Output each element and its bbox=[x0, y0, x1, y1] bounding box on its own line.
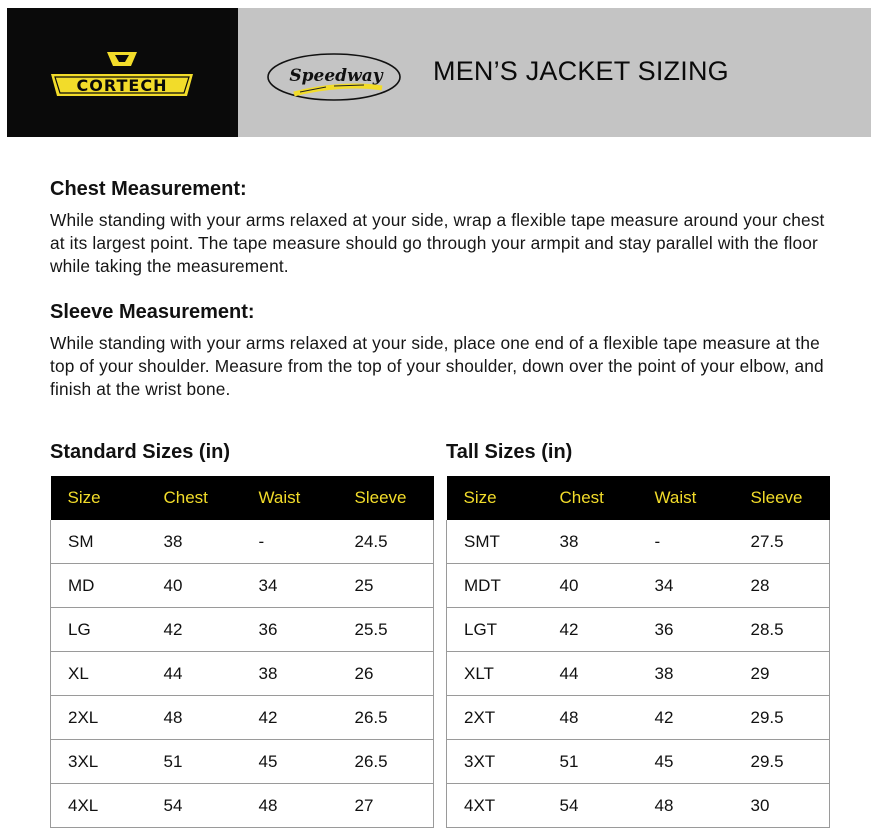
cell-size: MDT bbox=[447, 564, 543, 608]
tall-sizes-table bbox=[446, 476, 830, 828]
cell-size: 2XT bbox=[447, 696, 543, 740]
cell-size: XLT bbox=[447, 652, 543, 696]
cell-sleeve: 27 bbox=[338, 784, 434, 828]
cell-sleeve: 26.5 bbox=[338, 740, 434, 784]
cell-sleeve: 25.5 bbox=[338, 608, 434, 652]
table-row bbox=[447, 608, 830, 652]
cell-waist: 48 bbox=[242, 784, 338, 828]
cell-chest: 40 bbox=[147, 564, 242, 608]
cell-chest: 48 bbox=[543, 696, 638, 740]
cell-sleeve: 29.5 bbox=[734, 740, 830, 784]
cell-size: 4XT bbox=[447, 784, 543, 828]
table-header-row bbox=[51, 476, 434, 520]
speedway-logo bbox=[264, 50, 404, 104]
cell-sleeve: 26 bbox=[338, 652, 434, 696]
standard-sizes-table bbox=[50, 476, 434, 828]
cell-size: LG bbox=[51, 608, 147, 652]
table-row bbox=[51, 564, 434, 608]
table-row bbox=[447, 652, 830, 696]
cell-chest: 42 bbox=[543, 608, 638, 652]
cell-size: 3XT bbox=[447, 740, 543, 784]
cell-size: SM bbox=[51, 520, 147, 564]
cell-waist: 48 bbox=[638, 784, 734, 828]
cell-size: XL bbox=[51, 652, 147, 696]
standard-sizes-title: Standard Sizes (in) bbox=[50, 441, 231, 463]
cell-chest: 54 bbox=[543, 784, 638, 828]
cell-sleeve: 28 bbox=[734, 564, 830, 608]
cell-waist: 36 bbox=[242, 608, 338, 652]
cell-chest: 38 bbox=[543, 520, 638, 564]
tall-sizes-title: Tall Sizes (in) bbox=[446, 441, 573, 463]
column-header-sleeve: Sleeve bbox=[734, 476, 830, 520]
cell-sleeve: 27.5 bbox=[734, 520, 830, 564]
cell-waist: 36 bbox=[638, 608, 734, 652]
cell-sleeve: 24.5 bbox=[338, 520, 434, 564]
sleeve-instructions: While standing with your arms relaxed at your side, place one end of a flexible tape measure at the top of your shoulder. Measure from the top of your shoulder, down over the point of your elbow, and finish at the wrist bone. bbox=[50, 333, 824, 399]
column-header-waist: Waist bbox=[242, 476, 338, 520]
cortech-logo bbox=[47, 50, 197, 102]
cell-chest: 38 bbox=[147, 520, 242, 564]
brand-logo-block bbox=[7, 8, 238, 137]
cell-size: 4XL bbox=[51, 784, 147, 828]
cell-size: 2XL bbox=[51, 696, 147, 740]
table-row bbox=[51, 740, 434, 784]
cell-waist: 38 bbox=[242, 652, 338, 696]
cell-sleeve: 30 bbox=[734, 784, 830, 828]
table-row bbox=[51, 608, 434, 652]
cell-chest: 48 bbox=[147, 696, 242, 740]
table-row bbox=[447, 520, 830, 564]
table-row bbox=[447, 564, 830, 608]
cell-waist: - bbox=[638, 520, 734, 564]
cell-chest: 44 bbox=[147, 652, 242, 696]
cell-chest: 54 bbox=[147, 784, 242, 828]
cell-waist: 42 bbox=[638, 696, 734, 740]
cell-waist: 45 bbox=[638, 740, 734, 784]
cell-size: MD bbox=[51, 564, 147, 608]
cell-size: 3XL bbox=[51, 740, 147, 784]
table-row bbox=[447, 740, 830, 784]
column-header-size: Size bbox=[51, 476, 147, 520]
cell-waist: 45 bbox=[242, 740, 338, 784]
table-row bbox=[51, 520, 434, 564]
column-header-chest: Chest bbox=[147, 476, 242, 520]
cell-sleeve: 29 bbox=[734, 652, 830, 696]
cell-sleeve: 28.5 bbox=[734, 608, 830, 652]
cortech-logo-text: CORTECH bbox=[76, 76, 168, 95]
column-header-sleeve: Sleeve bbox=[338, 476, 434, 520]
cell-chest: 51 bbox=[543, 740, 638, 784]
column-header-size: Size bbox=[447, 476, 543, 520]
cell-chest: 44 bbox=[543, 652, 638, 696]
cell-chest: 51 bbox=[147, 740, 242, 784]
cell-waist: 38 bbox=[638, 652, 734, 696]
table-row bbox=[51, 652, 434, 696]
cell-chest: 40 bbox=[543, 564, 638, 608]
cell-sleeve: 25 bbox=[338, 564, 434, 608]
cell-size: LGT bbox=[447, 608, 543, 652]
cell-sleeve: 26.5 bbox=[338, 696, 434, 740]
sleeve-heading: Sleeve Measurement: bbox=[50, 301, 255, 323]
cell-waist: 42 bbox=[242, 696, 338, 740]
table-row bbox=[447, 784, 830, 828]
speedway-logo-text: Speedway bbox=[289, 66, 383, 86]
header-banner bbox=[7, 8, 871, 137]
table-header-row bbox=[447, 476, 830, 520]
table-row bbox=[447, 696, 830, 740]
page-title: MEN’S JACKET SIZING bbox=[433, 56, 729, 86]
table-row bbox=[51, 696, 434, 740]
cell-waist: - bbox=[242, 520, 338, 564]
cell-waist: 34 bbox=[242, 564, 338, 608]
cell-waist: 34 bbox=[638, 564, 734, 608]
cell-chest: 42 bbox=[147, 608, 242, 652]
cell-sleeve: 29.5 bbox=[734, 696, 830, 740]
column-header-chest: Chest bbox=[543, 476, 638, 520]
chest-heading: Chest Measurement: bbox=[50, 178, 247, 200]
cell-size: SMT bbox=[447, 520, 543, 564]
column-header-waist: Waist bbox=[638, 476, 734, 520]
chest-instructions: While standing with your arms relaxed at your side, wrap a flexible tape measure around your chest at its largest point. The tape measure should go through your armpit and stay parallel with the floor while taking the measurement. bbox=[50, 210, 825, 276]
table-row bbox=[51, 784, 434, 828]
